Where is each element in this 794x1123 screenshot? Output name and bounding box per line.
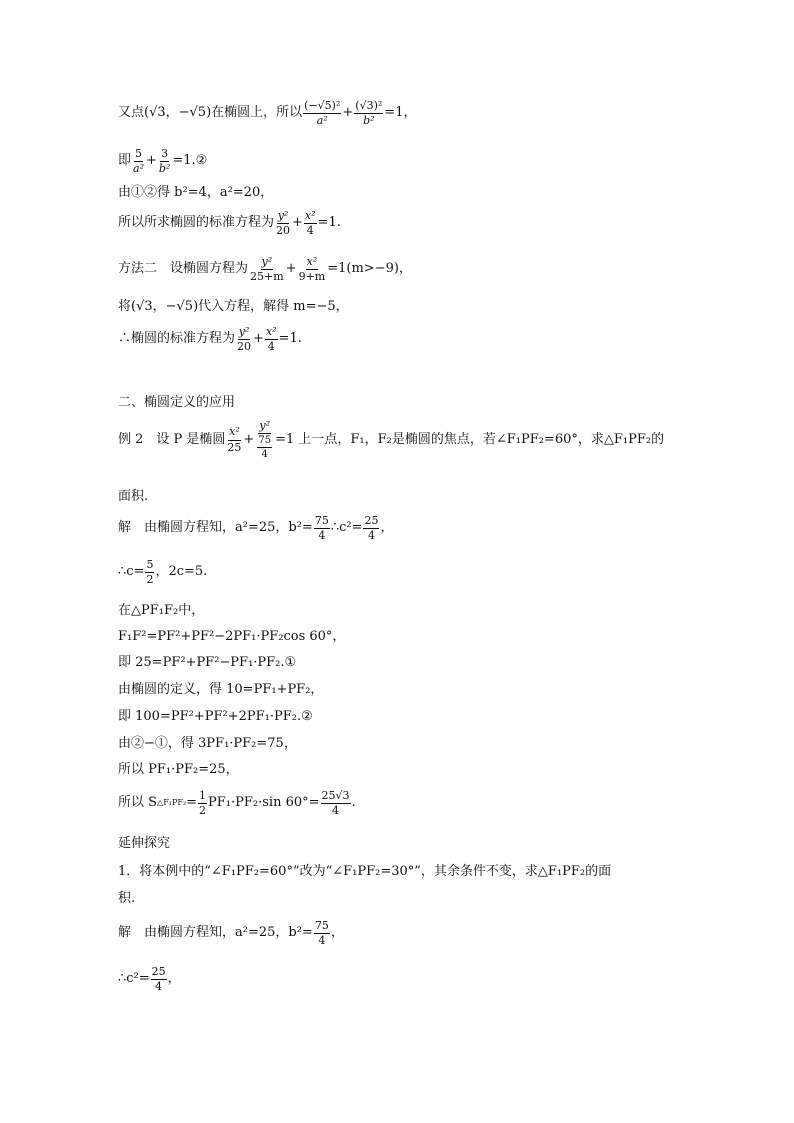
numerator: y² <box>258 420 271 434</box>
operator: + <box>292 215 303 231</box>
text-line-13 <box>118 630 694 644</box>
fraction <box>314 515 330 542</box>
text-line-15 <box>118 683 694 697</box>
text-line-10 <box>118 515 694 542</box>
numerator: 75 <box>314 515 330 529</box>
numerator: 25√3 <box>321 790 351 804</box>
numerator: 5 <box>134 148 143 162</box>
line-text: 解 由椭圆方程知，a²=25，b²= <box>118 520 313 536</box>
text-line-23 <box>118 920 694 947</box>
denominator: 4 <box>306 224 314 238</box>
numerator: y² <box>238 326 251 340</box>
fraction <box>321 790 351 817</box>
line-text: 又点(√3，−√5)在椭圆上，所以 <box>118 105 303 121</box>
line-text: ∴c= <box>118 564 145 580</box>
numerator: 1 <box>198 790 207 804</box>
numerator: x² <box>265 326 278 340</box>
nested-fraction-denominator <box>255 434 274 460</box>
line-text: ， <box>167 971 181 987</box>
text-line-3 <box>118 186 694 200</box>
line-text: 由②−①，得 3PF₁·PF₂=75， <box>118 736 297 751</box>
text-line-14 <box>118 656 694 670</box>
denominator: 2 <box>146 573 154 587</box>
line-text: 积. <box>118 891 136 906</box>
fraction <box>265 326 278 353</box>
denominator: b² <box>363 114 375 128</box>
text-line-6 <box>118 300 694 314</box>
text-line-16 <box>118 710 694 724</box>
fraction <box>303 100 341 127</box>
line-text: ∴c²= <box>118 971 150 987</box>
text-line-8 <box>118 420 694 460</box>
operator: + <box>285 261 297 277</box>
line-text: 由椭圆的定义，得 10=PF₁+PF₂， <box>118 682 324 697</box>
fraction <box>298 256 327 283</box>
line-text: ， <box>330 925 344 941</box>
denominator: 4 <box>318 934 326 948</box>
fraction <box>151 966 167 993</box>
line-text: 所以 PF₁·PF₂=25， <box>118 762 239 777</box>
numerator: y² <box>261 256 274 270</box>
denominator: a² <box>133 162 144 176</box>
operator: + <box>342 105 354 121</box>
line-text: ，2c=5. <box>155 564 208 580</box>
line-text: 由①②得 b²=4，a²=20， <box>118 185 274 200</box>
text-line-7 <box>118 326 694 353</box>
line-text: 即 100=PF²+PF²+2PF₁·PF₂.② <box>118 709 313 724</box>
line-text: =1. <box>317 215 341 231</box>
line-text: ∴c²= <box>330 520 363 536</box>
fraction <box>236 326 252 353</box>
line-text: . <box>351 795 356 811</box>
line-text: F₁F²=PF²+PF²−2PF₁·PF₂cos 60°， <box>118 629 346 644</box>
operator: + <box>243 431 255 447</box>
denominator: 9+m <box>298 270 326 284</box>
nested-fraction <box>257 435 272 460</box>
line-text: 所以所求椭圆的标准方程为 <box>118 215 275 231</box>
numerator: 3 <box>160 148 169 162</box>
text-line-5 <box>118 256 694 283</box>
text-line-1 <box>118 100 694 127</box>
denominator: a² <box>316 114 328 128</box>
numerator: 75 <box>314 920 330 934</box>
fraction <box>249 256 285 283</box>
text-line-4 <box>118 210 694 237</box>
denominator: 4 <box>367 529 375 543</box>
line-text: =1 上一点，F₁，F₂是椭圆的焦点，若∠F₁PF₂=60°，求△F₁PF₂的 <box>275 431 665 447</box>
line-text: 1．将本例中的“∠F₁PF₂=60°”改为“∠F₁PF₂=30°”，其余条件不变，求△F₁PF₂的面 <box>118 864 612 879</box>
area-subscript: △F₁PF₂ <box>157 798 187 808</box>
line-text: PF₁·PF₂·sin 60°= <box>208 795 320 811</box>
denominator: 20 <box>276 224 291 238</box>
fraction <box>158 148 171 175</box>
text-line-17 <box>118 737 694 751</box>
line-text: ∴椭圆的标准方程为 <box>118 331 236 347</box>
line-text: 例 2 设 P 是椭圆 <box>118 431 226 447</box>
line-text: 解 由椭圆方程知，a²=25，b²= <box>118 925 313 941</box>
text-line-18 <box>118 763 694 777</box>
text-line-19 <box>118 790 694 817</box>
heading-text: 延伸探究 <box>118 836 171 851</box>
numerator: 75 <box>258 435 272 447</box>
fraction <box>314 920 330 947</box>
text-line-21 <box>118 865 694 879</box>
numerator: x² <box>228 426 241 440</box>
denominator: 4 <box>332 804 340 818</box>
numerator: 25 <box>363 515 379 529</box>
numerator: (−√5)² <box>303 100 341 114</box>
line-text: =1(m>−9)， <box>327 261 412 277</box>
denominator: 2 <box>199 804 207 818</box>
fraction <box>145 559 154 586</box>
numerator: 25 <box>151 966 167 980</box>
fraction <box>363 515 379 542</box>
line-text: =1.② <box>172 153 208 169</box>
numerator: (√3)² <box>354 100 383 114</box>
fraction <box>354 100 383 127</box>
subsection-heading <box>118 837 694 851</box>
line-text: 即 <box>118 153 132 169</box>
numerator: x² <box>306 256 319 270</box>
denominator: 4 <box>261 449 268 461</box>
fraction <box>226 426 242 453</box>
operator: + <box>253 331 264 347</box>
operator: + <box>145 153 157 169</box>
fraction <box>132 148 145 175</box>
denominator: b² <box>158 162 171 176</box>
line-text: 方法二 设椭圆方程为 <box>118 261 249 277</box>
fraction <box>304 210 317 237</box>
fraction <box>198 790 207 817</box>
denominator: 4 <box>155 980 163 994</box>
text-line-2 <box>118 148 694 175</box>
line-text: =1， <box>384 105 417 121</box>
line-text: 面积. <box>118 489 149 504</box>
line-text: =1. <box>278 331 302 347</box>
fraction <box>255 420 274 460</box>
heading-text: 二、椭圆定义的应用 <box>118 395 236 410</box>
text-line-12 <box>118 604 694 618</box>
line-text: ， <box>380 520 394 536</box>
numerator: x² <box>304 210 317 224</box>
line-text: 即 25=PF²+PF²−PF₁·PF₂.① <box>118 655 297 670</box>
denominator: 25 <box>227 440 242 454</box>
text-line-22 <box>118 892 694 906</box>
section-heading <box>118 396 694 410</box>
numerator: 5 <box>145 559 154 573</box>
numerator: y² <box>277 210 290 224</box>
fraction <box>275 210 291 237</box>
line-text: 将(√3，−√5)代入方程，解得 m=−5， <box>118 299 349 314</box>
line-text: 所以 S <box>118 795 158 811</box>
text-line-11 <box>118 559 694 586</box>
text-line-9 <box>118 490 694 504</box>
line-text: 在△PF₁F₂中， <box>118 603 205 618</box>
denominator: 4 <box>267 340 275 354</box>
line-text: = <box>186 795 198 811</box>
denominator: 25+m <box>250 270 284 284</box>
text-line-24 <box>118 966 694 993</box>
denominator: 20 <box>237 340 252 354</box>
denominator: 4 <box>318 529 326 543</box>
